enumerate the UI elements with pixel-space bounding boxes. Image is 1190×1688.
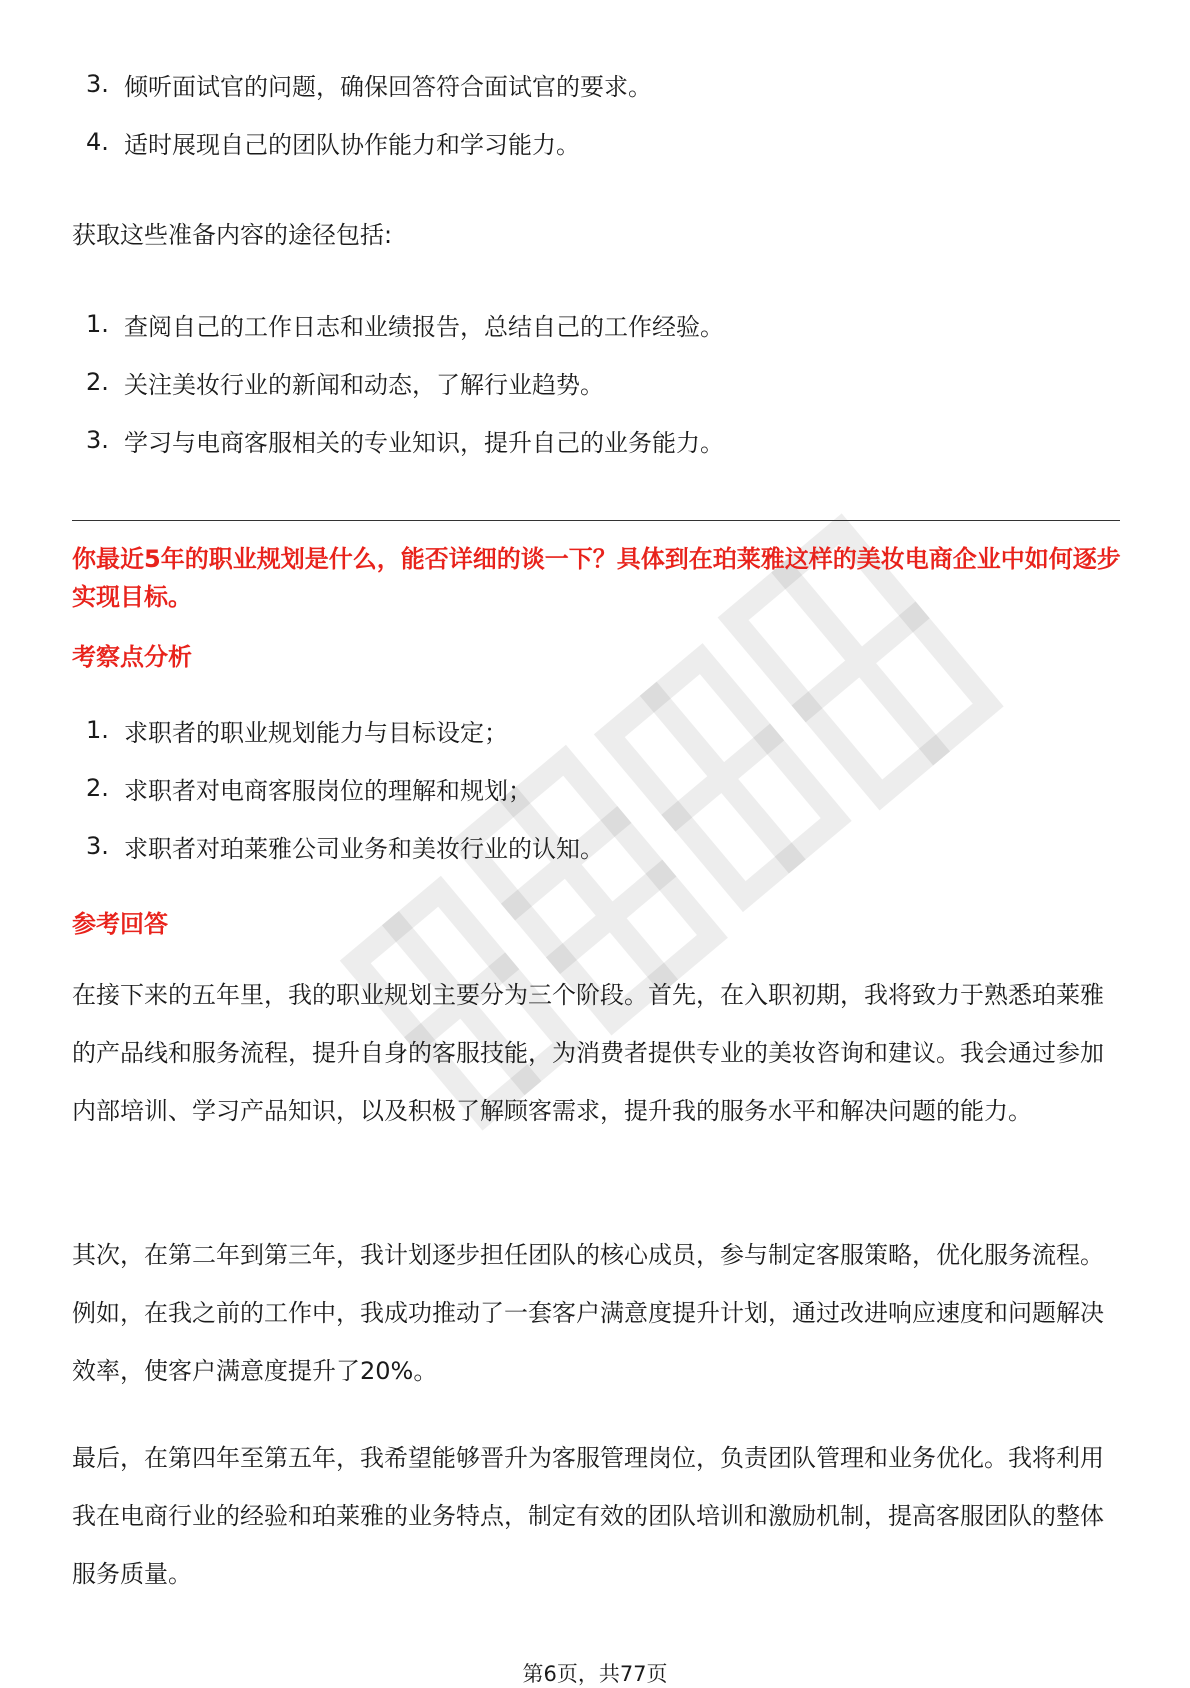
list-item-number: 3. <box>86 832 109 860</box>
list-item <box>72 113 1122 171</box>
list-item-text: 学习与电商客服相关的专业知识，提升自己的业务能力。 <box>124 428 724 457</box>
list-item-number: 1. <box>86 716 109 744</box>
list-sources <box>72 295 1122 469</box>
answer-paragraph: 最后，在第四年至第五年，我希望能够晋升为客服管理岗位，负责团队管理和业务优化。我将利用我在电商行业的经验和珀莱雅的业务特点，制定有效的团队培训和激励机制，提高客服团队的整体服务质量。 <box>72 1444 1104 1588</box>
analysis-heading: 考察点分析 <box>72 643 192 671</box>
list-item-number: 4. <box>86 128 109 156</box>
list-item-text: 倾听面试官的问题，确保回答符合面试官的要求。 <box>124 72 652 101</box>
answer-paragraph: 其次，在第二年到第三年，我计划逐步担任团队的核心成员，参与制定客服策略，优化服务流程。例如，在我之前的工作中，我成功推动了一套客户满意度提升计划，通过改进响应速度和问题解决效率，使客户满意度提升了20%。 <box>72 1241 1104 1385</box>
list-analysis <box>72 701 1122 875</box>
list-item <box>72 353 1122 411</box>
page-footer: 第6页，共77页 <box>522 1662 668 1686</box>
answer-heading: 参考回答 <box>72 910 168 938</box>
list-item <box>72 817 1122 875</box>
sources-intro: 获取这些准备内容的途径包括: <box>72 221 393 249</box>
list-item <box>72 411 1122 469</box>
list-item <box>72 701 1122 759</box>
section-divider <box>72 520 1120 521</box>
list-item-number: 2. <box>86 774 109 802</box>
list-item-text: 适时展现自己的团队协作能力和学习能力。 <box>124 130 580 159</box>
list-item-text: 查阅自己的工作日志和业绩报告，总结自己的工作经验。 <box>124 312 724 341</box>
interview-question: 你最近5年的职业规划是什么，能否详细的谈一下？具体到在珀莱雅这样的美妆电商企业中如何逐步实现目标。 <box>72 545 1121 611</box>
list-item <box>72 295 1122 353</box>
list-item-number: 1. <box>86 310 109 338</box>
list-item-text: 求职者对电商客服岗位的理解和规划； <box>124 776 532 805</box>
list-top <box>72 55 1122 171</box>
list-item-number: 2. <box>86 368 109 396</box>
list-item-number: 3. <box>86 70 109 98</box>
list-item-text: 求职者对珀莱雅公司业务和美妆行业的认知。 <box>124 834 604 863</box>
list-item <box>72 55 1122 113</box>
list-item <box>72 759 1122 817</box>
list-item-text: 关注美妆行业的新闻和动态，了解行业趋势。 <box>124 370 604 399</box>
answer-paragraph: 在接下来的五年里，我的职业规划主要分为三个阶段。首先，在入职初期，我将致力于熟悉珀莱雅的产品线和服务流程，提升自身的客服技能，为消费者提供专业的美妆咨询和建议。我会通过参加内部培训、学习产品知识，以及积极了解顾客需求，提升我的服务水平和解决问题的能力。 <box>72 981 1104 1125</box>
list-item-number: 3. <box>86 426 109 454</box>
list-item-text: 求职者的职业规划能力与目标设定； <box>124 718 508 747</box>
